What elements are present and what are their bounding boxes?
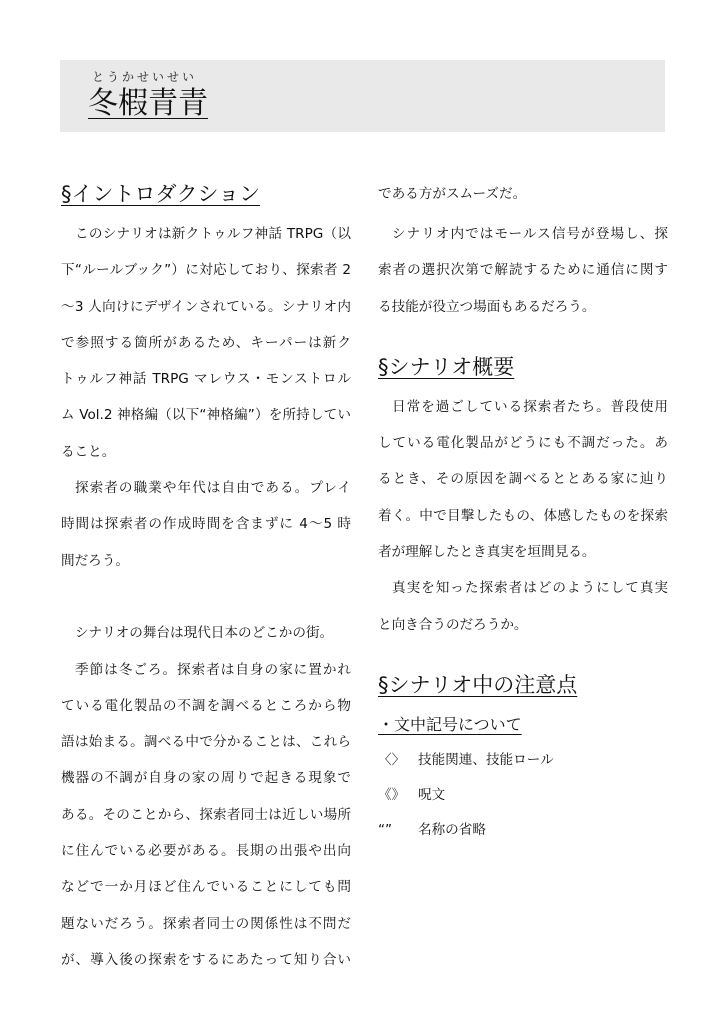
paragraph-line: 語は始まる。調べる中で分かることは、これら: [61, 734, 351, 751]
paragraph-line: している電化製品がどうにも不調だった。あ: [378, 435, 668, 452]
title-ruby: とうかせいせい: [92, 70, 198, 84]
paragraph-line: に住んでいる必要がある。長期の出張や出向: [61, 843, 351, 860]
paragraph-line: 季節は冬ごろ。探索者は自身の家に置かれ: [75, 661, 351, 678]
overview-heading: §シナリオ概要: [378, 354, 515, 379]
paragraph-line: 時間は探索者の作成時間を含まずに 4～5 時: [61, 516, 351, 533]
paragraph-line: 機器の不調が自身の家の周りで起きる現象で: [61, 770, 351, 787]
blank-line: [61, 579, 351, 615]
paragraph-line: 索者の選択次第で解読するために通信に関す: [378, 262, 668, 279]
right-column: [378, 172, 668, 848]
paragraph-line: このシナリオは新クトゥルフ神話 TRPG（以: [75, 226, 351, 242]
note-symbol: 〈〉: [378, 751, 406, 768]
paragraph-line: ある。そのことから、探索者同士は近しい場所: [61, 806, 351, 823]
paragraph-line: シナリオ内ではモールス信号が登場し、探: [392, 226, 668, 242]
paragraph-line: が、導入後の探索をするにあたって知り合い: [61, 951, 351, 968]
paragraph-line: 下“ルールブック”）に対応しており、探索者 2: [61, 262, 351, 279]
paragraph-line: と向き合うのだろうか。: [378, 616, 528, 633]
note-meaning: 呪文: [418, 786, 446, 803]
page-title: 冬椵青青: [88, 86, 208, 121]
intro-heading: §イントロダクション: [61, 182, 261, 206]
paragraph-line: ム Vol.2 神格編（以下“神格編”）を所持してい: [61, 407, 351, 424]
paragraph-line: 日常を過ごしている探索者たち。普段使用: [392, 398, 668, 415]
paragraph-line: シナリオの舞台は現代日本のどこかの街。: [75, 625, 334, 642]
note-meaning: 名称の省略: [418, 821, 486, 838]
paragraph-line: るとき、その原因を調べるととある家に辿り: [378, 471, 668, 488]
paragraph-line: トゥルフ神話 TRPG マレウス・モンストロル: [61, 371, 351, 388]
paragraph-line: などで一か月ほど住んでいることにしても問: [61, 879, 351, 896]
notes-subheading: ・文中記号について: [378, 714, 522, 734]
paragraph-line: ること。: [61, 443, 116, 460]
paragraph-line: ～3 人向けにデザインされている。シナリオ内: [61, 298, 351, 315]
paragraph-line: 着く。中で目撃したもの、体感したものを探索: [378, 507, 668, 524]
note-item: [378, 778, 668, 813]
note-item: [378, 743, 668, 778]
paragraph-line: で参照する箇所があるため、キーパーは新ク: [61, 334, 351, 351]
note-item: [378, 813, 668, 848]
note-symbol: “”: [378, 821, 393, 838]
note-symbol: 《》: [378, 786, 406, 803]
paragraph-line: ている電化製品の不調を調べるところから物: [61, 697, 351, 714]
blank-line: [378, 643, 668, 663]
paragraph-line: る技能が役立つ場面もあるだろう。: [378, 298, 596, 315]
left-column: [61, 172, 351, 978]
paragraph-line: 真実を知った探索者はどのようにして真実: [392, 580, 668, 597]
paragraph-line: 間だろう。: [61, 552, 129, 569]
paragraph-line: である方がスムーズだ。: [378, 186, 527, 202]
note-meaning: 技能関連、技能ロール: [418, 751, 554, 768]
paragraph-line: 題ないだろう。探索者同士の関係性は不問だ: [61, 915, 351, 932]
blank-line: [378, 325, 668, 345]
paragraph-line: 探索者の職業や年代は自由である。プレイ: [75, 480, 351, 497]
paragraph-line: 者が理解したとき真実を垣間見る。: [378, 544, 596, 561]
notes-heading: §シナリオ中の注意点: [378, 672, 578, 697]
